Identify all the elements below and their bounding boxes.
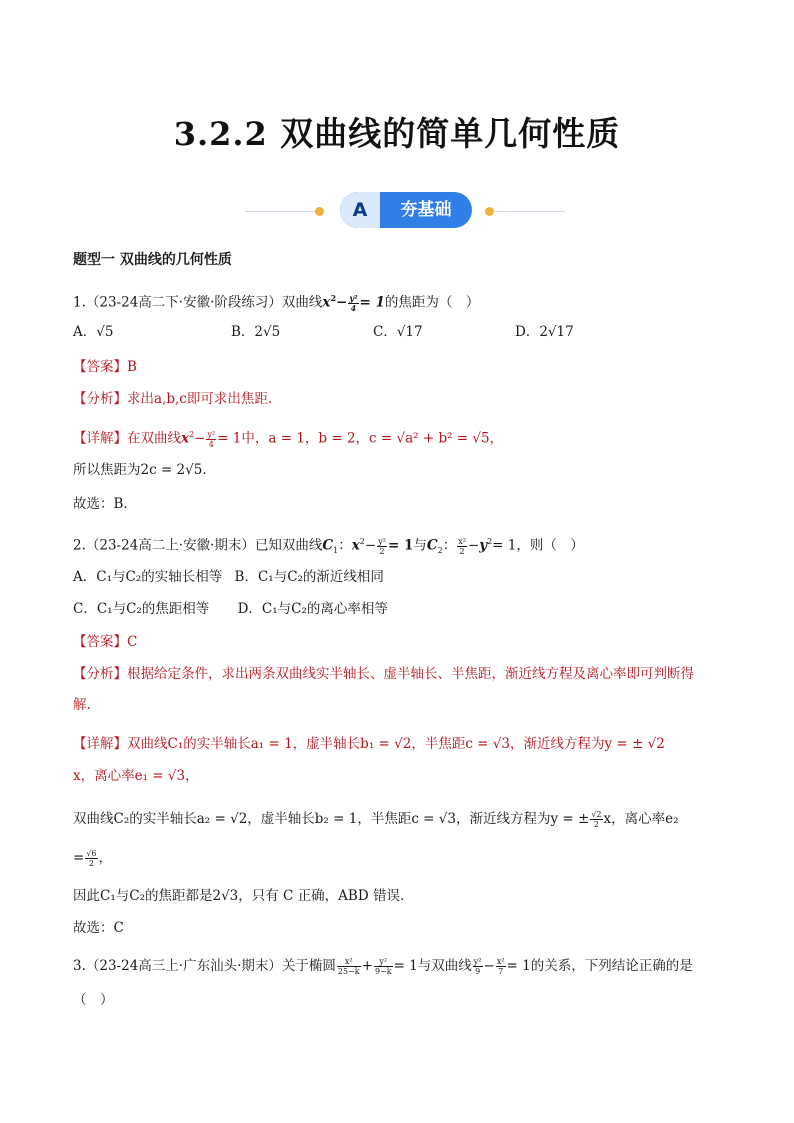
q2-detail-2: x，离心率e₁ = √3，	[73, 768, 199, 784]
banner-label: 夯基础	[400, 200, 452, 220]
page-title	[0, 108, 794, 155]
q2-detail-4-eq: =	[73, 850, 85, 866]
q2-analysis	[73, 664, 694, 684]
banner-letter: A	[340, 192, 380, 228]
q1-option-a: A．√5	[73, 324, 114, 340]
banner-left-line	[245, 211, 315, 212]
q1-detail-tag: 【详解】	[73, 430, 127, 447]
q2-options-row1	[73, 567, 384, 587]
q1-detail-conclusion: 所以焦距为2c = 2√5.	[73, 462, 207, 478]
q1-answer	[73, 357, 137, 377]
q1-detail-b: = 1中，a = 1，b = 2，c = √a² + b² = √5，	[217, 430, 504, 447]
q2-detail-4: = $\frac{√6}{2}$ ，	[73, 849, 112, 868]
q2-detail-1	[73, 734, 665, 754]
q2-analysis-text: 根据给定条件，求出两条双曲线实半轴长、虚半轴长、半焦距，渐近线方程及离心率即可判断得	[127, 666, 694, 682]
q2-choose: 故选：C	[73, 920, 124, 936]
q3-stem-line2: （ ）	[73, 992, 114, 1008]
q2-option-a: A．C₁与C₂的实轴长相等	[73, 569, 223, 585]
q2-detail-3b: x，离心率e₂	[603, 811, 679, 827]
section-heading: 题型一 双曲线的几何性质	[73, 252, 232, 268]
banner-left-dot	[315, 207, 324, 216]
q1-analysis	[73, 389, 272, 409]
q1-detail: 【详解】在双曲线$x^2-$ $\frac{\text{y²}}{4}$ = 1中，a = 1，b = 2，c = √a² + b² = √5，	[73, 429, 504, 449]
q1-eq-rhs: = 1	[359, 294, 385, 311]
q1-analysis-tag: 【分析】	[73, 391, 127, 407]
q2-option-b: B．C₁与C₂的渐近线相同	[234, 569, 384, 585]
q2-option-c: C．C₁与C₂的焦距相等	[73, 601, 210, 617]
q2-detail-1-text: 双曲线C₁的实半轴长a₁ = 1，虚半轴长b₁ = √2，半焦距c = √3，渐近线方程为y = ± √2	[127, 736, 665, 752]
banner-pill	[340, 192, 472, 228]
q1-answer-tag: 【答案】	[73, 359, 127, 375]
q1-answer-value: B	[127, 359, 137, 375]
q2-answer-tag: 【答案】	[73, 634, 127, 650]
q1-eq-x: x	[322, 294, 331, 311]
q3-stem-prefix: 3.（23-24高三上·广东汕头·期末）关于椭圆	[73, 958, 336, 974]
q2-option-d: D．C₁与C₂的离心率相等	[237, 601, 388, 617]
title-text: 双曲线的简单几何性质	[280, 114, 621, 153]
q2-detail-tag: 【详解】	[73, 736, 127, 752]
q1-detail-a: 在双曲线	[127, 430, 181, 447]
q3-stem-suffix: = 1的关系，下列结论正确的是	[506, 958, 693, 974]
q2-answer	[73, 632, 137, 652]
q1-analysis-text: 求出a,b,c即可求出焦距.	[127, 391, 273, 407]
q1-option-d: D．2√17	[515, 324, 574, 340]
q1-stem-suffix: 的焦距为（ ）	[384, 294, 480, 311]
q1-stem-prefix: 1.（23-24高二下·安徽·阶段练习）双曲线	[73, 294, 323, 311]
q1-option-c: C．√17	[373, 324, 423, 340]
q3-stem: 3.（23-24高三上·广东汕头·期末）关于椭圆 $\frac{\text{x²}}{25-k}$ + $\frac{\text{y²}}{9-k}$ = 1与双曲线 $\frac{\text{y²}}{9}$ − $\frac{\text{x²}}{7}$ = 1的关系，下列结论正确的是	[73, 957, 693, 976]
q1-option-b: B．2√5	[231, 324, 281, 340]
section-banner	[245, 190, 565, 230]
q3-stem-mid: = 1与双曲线	[393, 958, 472, 974]
q2-options-row2	[73, 599, 388, 619]
q1-choose: 故选：B．	[73, 496, 137, 512]
q2-detail-3-text: 双曲线C₂的实半轴长a₂ = √2，虚半轴长b₂ = 1，半焦距c = √3，渐近线方程为y = ±	[73, 811, 590, 827]
q2-stem-prefix: 2.（23-24高二上·安徽·期末）已知双曲线	[73, 537, 323, 554]
q2-detail-3: 双曲线C₂的实半轴长a₂ = √2，虚半轴长b₂ = 1，半焦距c = √3，渐近线方程为y = ± $\frac{√2}{2}$ x，离心率e₂	[73, 810, 679, 829]
q2-stem: 2.（23-24高二上·安徽·期末）已知双曲线$C_1$：$x^2-$ $\frac{\text{y²}}{2}$ = 1与$C_2$： $\frac{\text{x²}}{2}$ $-y^2= 1$，则（ ）	[73, 536, 584, 556]
q1-stem: 1.（23-24高二下·安徽·阶段练习）双曲线$x^2-$ $\frac{\text{y²}}{4}$ = 1的焦距为（ ）	[73, 292, 480, 313]
banner-right-line	[493, 211, 565, 212]
q2-analysis-tag: 【分析】	[73, 666, 127, 682]
q2-analysis-cont: 解.	[73, 697, 91, 713]
title-number: 3.2.2	[173, 115, 268, 153]
q2-detail-5: 因此C₁与C₂的焦距都是2√3，只有 C 正确，ABD 错误.	[73, 888, 405, 904]
q2-stem-rest: = 1，则（ ）	[492, 537, 584, 554]
q2-answer-value: C	[127, 634, 138, 650]
